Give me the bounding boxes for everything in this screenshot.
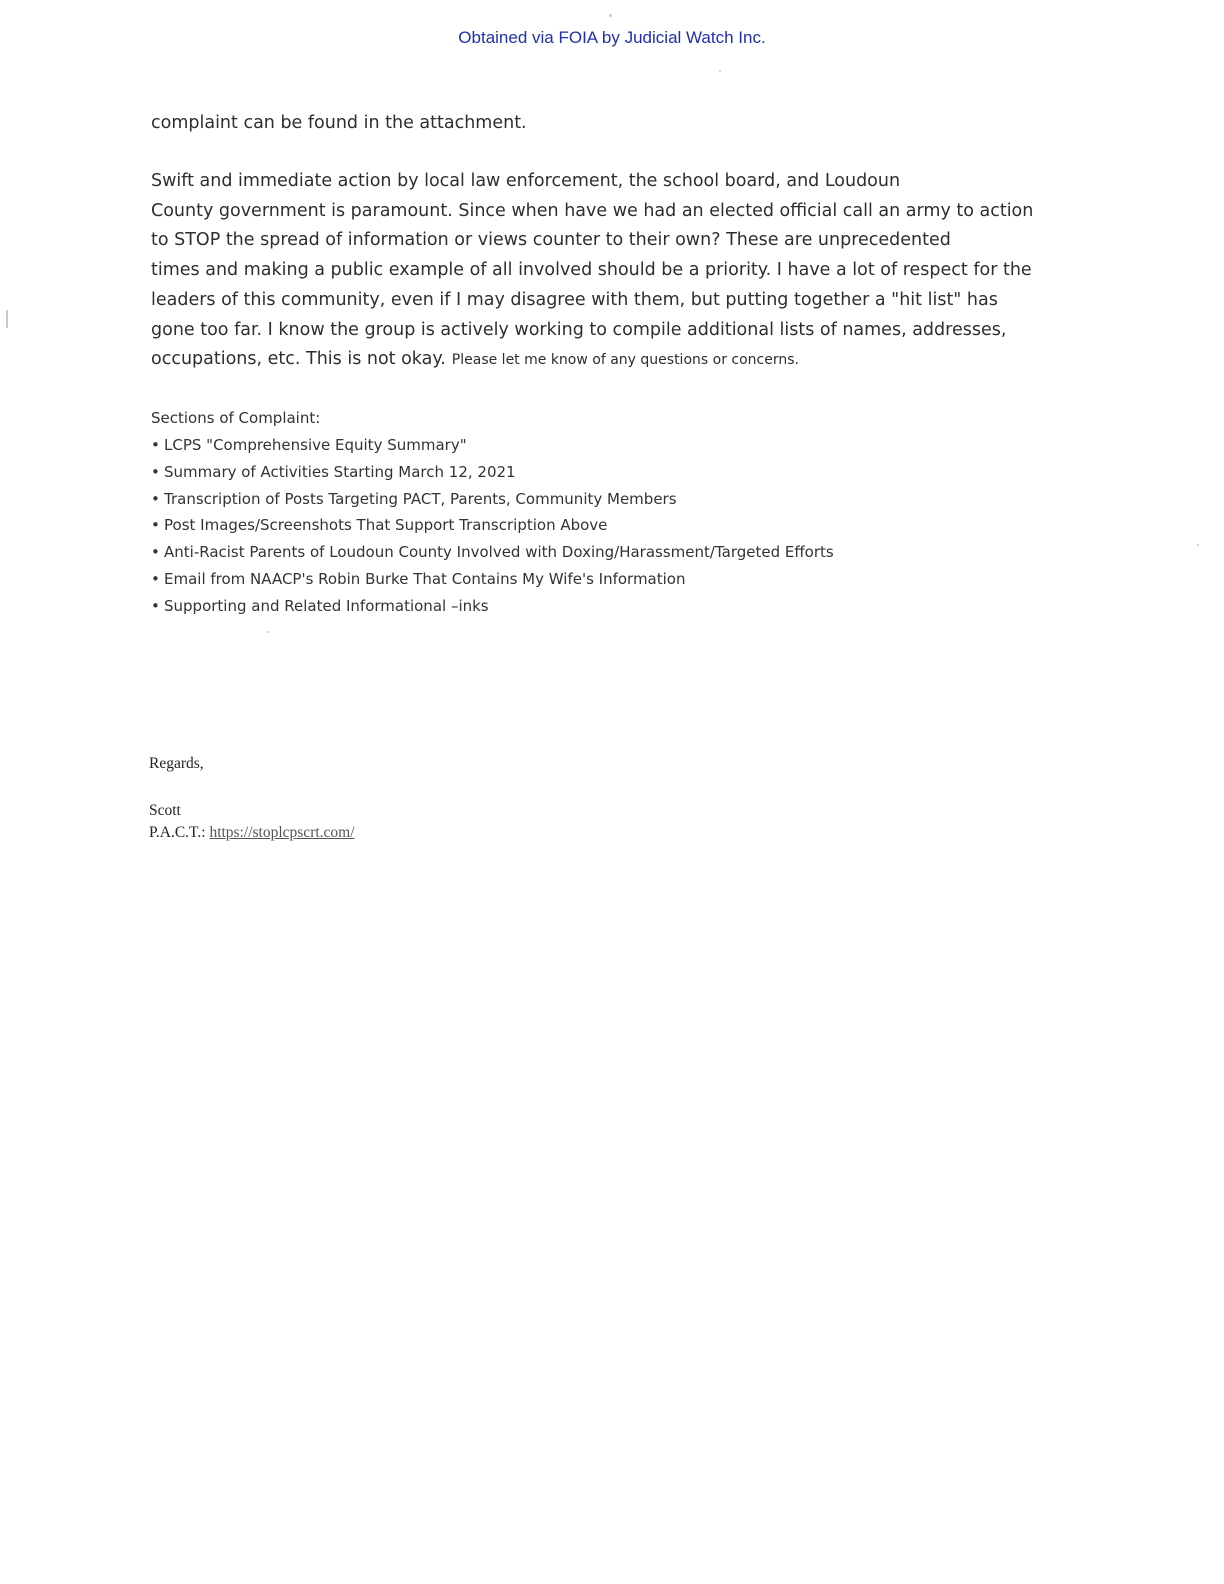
- bullet-icon: •: [151, 462, 160, 481]
- list-item: [151, 432, 834, 459]
- bullet-icon: •: [151, 436, 160, 454]
- sections-heading: Sections of Complaint:: [151, 409, 321, 427]
- list-item: [151, 486, 834, 513]
- scan-speck: [1197, 544, 1199, 546]
- paragraph-line: County government is paramount. Since when have we had an elected official call an army to action: [151, 200, 1034, 221]
- list-item-text: Anti-Racist Parents of Loudoun County Involved with Doxing/Harassment/Targeted Efforts: [164, 543, 834, 562]
- paragraph-line-text: occupations, etc. This is not okay.: [151, 349, 446, 370]
- signature-block: [149, 800, 355, 844]
- paragraph-action-request: [151, 167, 1051, 376]
- list-item-text: Email from NAACP's Robin Burke That Contains My Wife's Information: [164, 569, 686, 588]
- questions-note: Please let me know of any questions or concerns.: [451, 352, 799, 369]
- complaint-sections: [151, 405, 834, 620]
- list-item: [151, 566, 834, 593]
- list-item-text: Supporting and Related Informational –inks: [164, 596, 489, 615]
- scan-speck: [6, 310, 8, 328]
- paragraph-line: times and making a public example of all involved should be a priority. I have a lot of respect for the: [151, 260, 1032, 281]
- list-item-text: Summary of Activities Starting March 12, 2021: [164, 462, 516, 481]
- paragraph-line: to STOP the spread of information or views counter to their own? These are unprecedented: [151, 230, 951, 251]
- list-item: [151, 512, 834, 539]
- paragraph-line: gone too far. I know the group is actively working to compile additional lists of names, addresses,: [151, 319, 1007, 340]
- list-item-text: Post Images/Screenshots That Support Transcription Above: [164, 516, 608, 535]
- bullet-icon: •: [151, 543, 160, 562]
- foia-watermark: Obtained via FOIA by Judicial Watch Inc.: [458, 28, 766, 47]
- bullet-icon: •: [151, 596, 160, 615]
- paragraph-attachment-note: [151, 109, 1051, 139]
- scan-speck: [719, 70, 721, 72]
- scan-speck: [609, 14, 612, 17]
- bullet-icon: •: [151, 569, 160, 588]
- paragraph-line: Swift and immediate action by local law enforcement, the school board, and Loudoun: [151, 171, 901, 191]
- organization-link[interactable]: https://stoplcpscrt.com/: [209, 824, 355, 841]
- list-item: [151, 459, 834, 486]
- paragraph-line-last: [151, 345, 1051, 376]
- scan-speck: [267, 631, 269, 633]
- list-item-text: Transcription of Posts Targeting PACT, Parents, Community Members: [164, 489, 677, 508]
- organization-label: P.A.C.T.:: [149, 824, 206, 841]
- sections-list: [151, 432, 834, 620]
- organization-line: [149, 822, 355, 844]
- list-item-text: LCPS "Comprehensive Equity Summary": [164, 436, 467, 454]
- signer-name: Scott: [149, 802, 181, 819]
- list-item: [151, 593, 834, 620]
- paragraph-line: complaint can be found in the attachment.: [151, 113, 527, 133]
- bullet-icon: •: [151, 489, 160, 508]
- bullet-icon: •: [151, 516, 160, 535]
- paragraph-line: leaders of this community, even if I may disagree with them, but putting together a "hit list" has: [151, 289, 998, 310]
- list-item: [151, 539, 834, 566]
- closing-regards: Regards,: [149, 755, 204, 772]
